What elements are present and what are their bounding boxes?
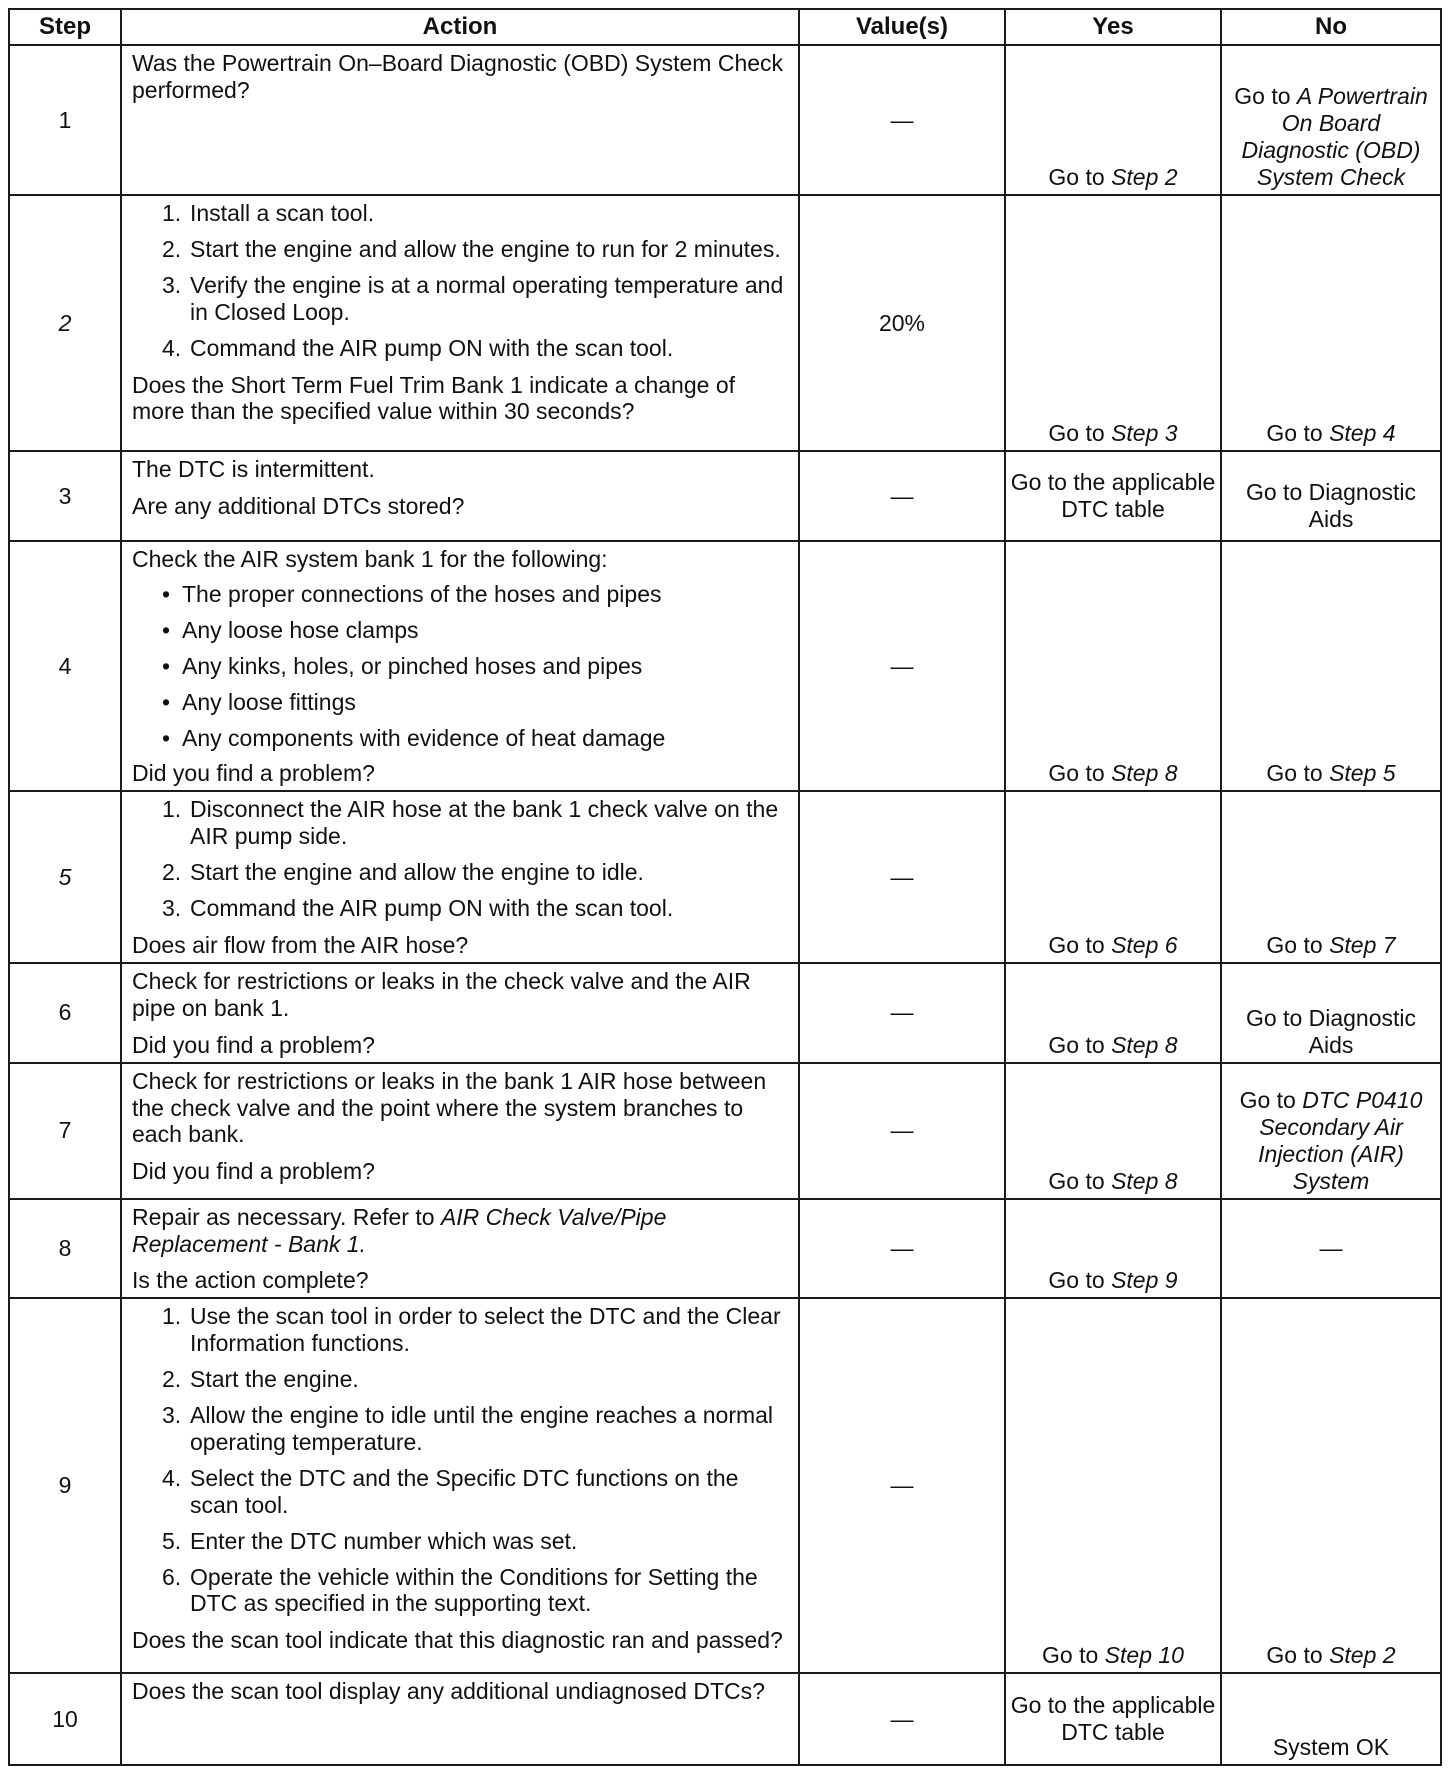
- header-step: Step: [9, 9, 121, 45]
- step-number: 9: [9, 1298, 121, 1673]
- no-cell: [1221, 45, 1441, 195]
- yes-reference: Step 9: [1111, 1267, 1178, 1294]
- no-cell: Go to Diagnostic Aids: [1221, 963, 1441, 1063]
- value-cell: —: [799, 541, 1005, 791]
- step-number: 2: [9, 195, 121, 451]
- list-item: • Any components with evidence of heat damage: [160, 725, 790, 752]
- question-text: Did you find a problem?: [132, 1158, 375, 1185]
- bullet-list: [132, 581, 790, 752]
- list-item: 3. Verify the engine is at a normal operating temperature and in Closed Loop.: [162, 271, 784, 325]
- value-cell: —: [799, 1199, 1005, 1299]
- yes-cell: Go to the applicable DTC table: [1005, 451, 1221, 541]
- yes-cell: Go to Step 3: [1005, 195, 1221, 451]
- action-cell: [121, 45, 799, 195]
- value-cell: —: [799, 45, 1005, 195]
- question-text: Does air flow from the AIR hose?: [132, 931, 469, 958]
- no-reference: DTC P0410 Secondary Air Injection (AIR) System: [1258, 1086, 1423, 1194]
- question-text: Did you find a problem?: [132, 1031, 375, 1058]
- action-cell: [121, 791, 799, 963]
- table-row: [9, 45, 1441, 195]
- no-cell: Go to Step 5: [1221, 541, 1441, 791]
- yes-reference: Step 8: [1111, 760, 1178, 787]
- yes-cell: Go to Step 8: [1005, 541, 1221, 791]
- value-cell: —: [799, 963, 1005, 1063]
- list-item: 5. Enter the DTC number which was set.: [162, 1527, 578, 1554]
- value-cell: —: [799, 1673, 1005, 1765]
- no-reference: Step 4: [1329, 420, 1396, 447]
- value-cell: —: [799, 1298, 1005, 1673]
- no-reference: Step 7: [1329, 931, 1396, 958]
- list-item: • Any loose fittings: [160, 689, 790, 716]
- list-item: 3. Allow the engine to idle until the engine reaches a normal operating temperature.: [162, 1402, 774, 1455]
- action-cell: [121, 451, 799, 541]
- action-text: Was the Powertrain On–Board Diagnostic (OBD) System Check performed?: [132, 50, 784, 103]
- list-item: 2. Start the engine and allow the engine to run for 2 minutes.: [162, 235, 781, 262]
- yes-cell: [1005, 45, 1221, 195]
- action-text: The DTC is intermittent.: [132, 456, 375, 482]
- value-cell: —: [799, 451, 1005, 541]
- action-text: Check for restrictions or leaks in the check valve and the AIR pipe on bank 1.: [132, 967, 751, 1021]
- list-item: 2. Start the engine and allow the engine to idle.: [162, 859, 644, 886]
- no-cell: Go to Step 2: [1221, 1298, 1441, 1673]
- question-text: Are any additional DTCs stored?: [132, 492, 465, 519]
- numbered-list: [132, 796, 790, 922]
- no-cell: Go to Diagnostic Aids: [1221, 451, 1441, 541]
- yes-cell: Go to Step 8: [1005, 963, 1221, 1063]
- table-row: [9, 791, 1441, 963]
- action-cell: [121, 1673, 799, 1765]
- no-cell: Go to Step 4: [1221, 195, 1441, 451]
- value-cell: —: [799, 791, 1005, 963]
- question-text: Did you find a problem?: [132, 760, 375, 787]
- action-cell: [121, 195, 799, 451]
- action-cell: [121, 1298, 799, 1673]
- yes-reference: Step 8: [1111, 1031, 1178, 1058]
- table-row: [9, 195, 1441, 451]
- list-item: 1. Disconnect the AIR hose at the bank 1 check valve on the AIR pump side.: [162, 796, 779, 850]
- list-item: 1. Use the scan tool in order to select the DTC and the Clear Information functions.: [162, 1303, 781, 1357]
- table-row: [9, 963, 1441, 1063]
- step-number: 1: [9, 45, 121, 195]
- no-reference: A Powertrain On Board Diagnostic (OBD) System Check: [1241, 83, 1428, 191]
- step-number: 6: [9, 963, 121, 1063]
- diagnostic-table-sheet: [8, 8, 1440, 1766]
- action-text: Repair as necessary. Refer to AIR Check Valve/Pipe Replacement - Bank 1.: [132, 1203, 667, 1257]
- no-cell: Go to Step 7: [1221, 791, 1441, 963]
- list-item: • Any loose hose clamps: [160, 617, 790, 644]
- value-cell: 20%: [799, 195, 1005, 451]
- action-cell: [121, 1199, 799, 1299]
- yes-cell: Go to Step 9: [1005, 1199, 1221, 1299]
- manual-reference: AIR Check Valve/Pipe Replacement - Bank 1.: [132, 1203, 667, 1257]
- list-item: • Any kinks, holes, or pinched hoses and pipes: [160, 653, 790, 680]
- yes-cell: Go to Step 10: [1005, 1298, 1221, 1673]
- step-number: 7: [9, 1063, 121, 1199]
- yes-prefix: Go to: [1048, 164, 1112, 191]
- action-text: Check for restrictions or leaks in the bank 1 AIR hose between the check valve and the point where the system branches to each bank.: [132, 1067, 767, 1148]
- no-prefix: Go to: [1234, 83, 1297, 110]
- step-number: 8: [9, 1199, 121, 1299]
- table-row: [9, 541, 1441, 791]
- header-no: No: [1221, 9, 1441, 45]
- step-number: 4: [9, 541, 121, 791]
- list-item: 6. Operate the vehicle within the Conditions for Setting the DTC as specified in the supporting text.: [162, 1563, 758, 1617]
- header-yes: Yes: [1005, 9, 1221, 45]
- numbered-list: [132, 200, 790, 362]
- yes-cell: Go to the applicable DTC table: [1005, 1673, 1221, 1765]
- no-cell: Go to DTC P0410 Secondary Air Injection (AIR) System: [1221, 1063, 1441, 1199]
- numbered-list: [132, 1303, 790, 1617]
- yes-reference: Step 2: [1111, 164, 1178, 191]
- list-item: • The proper connections of the hoses and pipes: [160, 581, 790, 608]
- yes-reference: Step 10: [1104, 1642, 1184, 1669]
- list-item: 3. Command the AIR pump ON with the scan tool.: [162, 895, 674, 922]
- table-row: [9, 1063, 1441, 1199]
- list-item: 1. Install a scan tool.: [162, 200, 375, 226]
- no-cell: —: [1221, 1199, 1441, 1299]
- yes-reference: Step 6: [1111, 931, 1178, 958]
- table-row: [9, 1298, 1441, 1673]
- question-text: Does the scan tool indicate that this diagnostic ran and passed?: [132, 1627, 783, 1654]
- list-item: 4. Select the DTC and the Specific DTC functions on the scan tool.: [162, 1464, 739, 1518]
- no-reference: Step 2: [1329, 1642, 1396, 1669]
- table-header-row: [9, 9, 1441, 45]
- question-text: Is the action complete?: [132, 1267, 369, 1294]
- step-number: 3: [9, 451, 121, 541]
- action-text: Check the AIR system bank 1 for the following:: [132, 546, 608, 572]
- yes-cell: Go to Step 8: [1005, 1063, 1221, 1199]
- table-row: [9, 1199, 1441, 1299]
- action-cell: [121, 963, 799, 1063]
- list-item: 4. Command the AIR pump ON with the scan tool.: [162, 334, 674, 361]
- no-cell: System OK: [1221, 1673, 1441, 1765]
- action-cell: [121, 541, 799, 791]
- step-number: 10: [9, 1673, 121, 1765]
- header-action: Action: [121, 9, 799, 45]
- action-cell: [121, 1063, 799, 1199]
- yes-reference: Step 8: [1111, 1167, 1178, 1194]
- diagnostic-table: [8, 8, 1442, 1766]
- action-text: Does the scan tool display any additional undiagnosed DTCs?: [132, 1678, 765, 1705]
- header-values: Value(s): [799, 9, 1005, 45]
- yes-reference: Step 3: [1111, 420, 1178, 447]
- table-row: [9, 451, 1441, 541]
- table-row: [9, 1673, 1441, 1765]
- question-text: Does the Short Term Fuel Trim Bank 1 indicate a change of more than the specified value within 30 seconds?: [132, 371, 735, 425]
- list-item: 2. Start the engine.: [162, 1366, 359, 1393]
- yes-cell: Go to Step 6: [1005, 791, 1221, 963]
- value-cell: —: [799, 1063, 1005, 1199]
- no-reference: Step 5: [1329, 760, 1396, 787]
- step-number: 5: [9, 791, 121, 963]
